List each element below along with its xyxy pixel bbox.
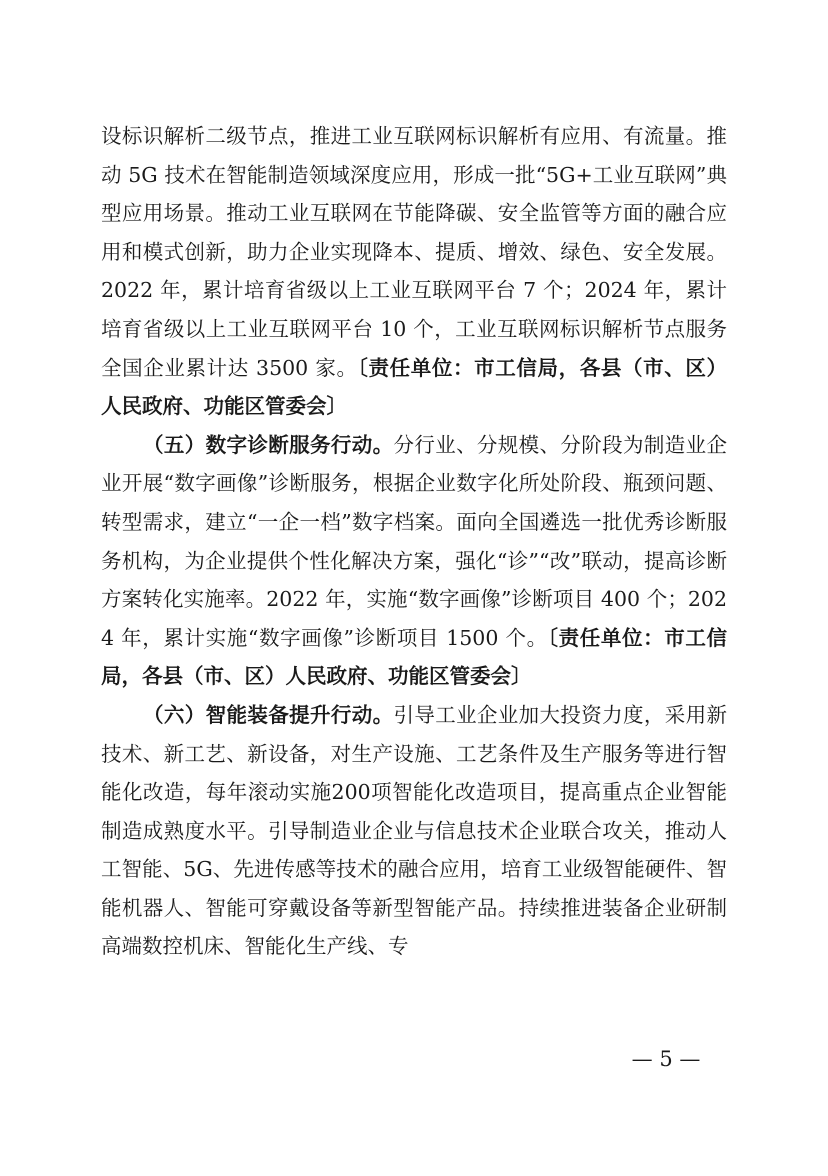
paragraph-digital-diagnosis	[101, 426, 727, 696]
paragraph-text: 分行业、分规模、分阶段为制造业企业开展“数字画像”诊断服务，根据企业数字化所处阶段、瓶颈问题、转型需求，建立“一企一档”数字档案。面向全国遴选一批优秀诊断服务机构，为企业提供个性化解决方案，强化“诊”“改”联动，提高诊断方案转化实施率。2022 年，实施“数字画像”诊断项目 400 个；2024 年，累计实施“数字画像”诊断项目 1500 个。	[101, 432, 728, 650]
paragraph-industrial-internet	[101, 117, 727, 426]
paragraph-intelligent-equipment	[101, 696, 727, 966]
section-heading-digital-diagnosis: （五）数字诊断服务行动。	[143, 432, 394, 457]
page-number: — 5 —	[631, 1047, 701, 1071]
section-heading-intelligent-equipment: （六）智能装备提升行动。	[143, 702, 394, 727]
responsible-units: 〔责任单位：市工信局，各县（市、区）人民政府、功能区管委会〕	[101, 355, 728, 419]
responsible-units: 〔责任单位：市工信局，各县（市、区）人民政府、功能区管委会〕	[101, 625, 728, 689]
paragraph-text: 设标识解析二级节点，推进工业互联网标识解析有应用、有流量。推动 5G 技术在智能制造领域深度应用，形成一批“5G+工业互联网”典型应用场景。推动工业互联网在节能降碳、安全监管等方面的融合应用和模式创新，助力企业实现降本、提质、增效、绿色、安全发展。2022 年，累计培育省级以上工业互联网平台 7 个；2024 年，累计培育省级以上工业互联网平台 10 个，工业互联网标识解析节点服务全国企业累计达 3500 家。	[101, 124, 727, 380]
document-body	[101, 117, 727, 966]
paragraph-text: 引导工业企业加大投资力度，采用新技术、新工艺、新设备，对生产设施、工艺条件及生产服务等进行智能化改造，每年滚动实施200项智能化改造项目，提高重点企业智能制造成熟度水平。引导制造业企业与信息技术企业联合攻关，推动人工智能、5G、先进传感等技术的融合应用，培育工业级智能硬件、智能机器人、智能可穿戴设备等新型智能产品。持续推进装备企业研制高端数控机床、智能化生产线、专	[101, 702, 728, 959]
